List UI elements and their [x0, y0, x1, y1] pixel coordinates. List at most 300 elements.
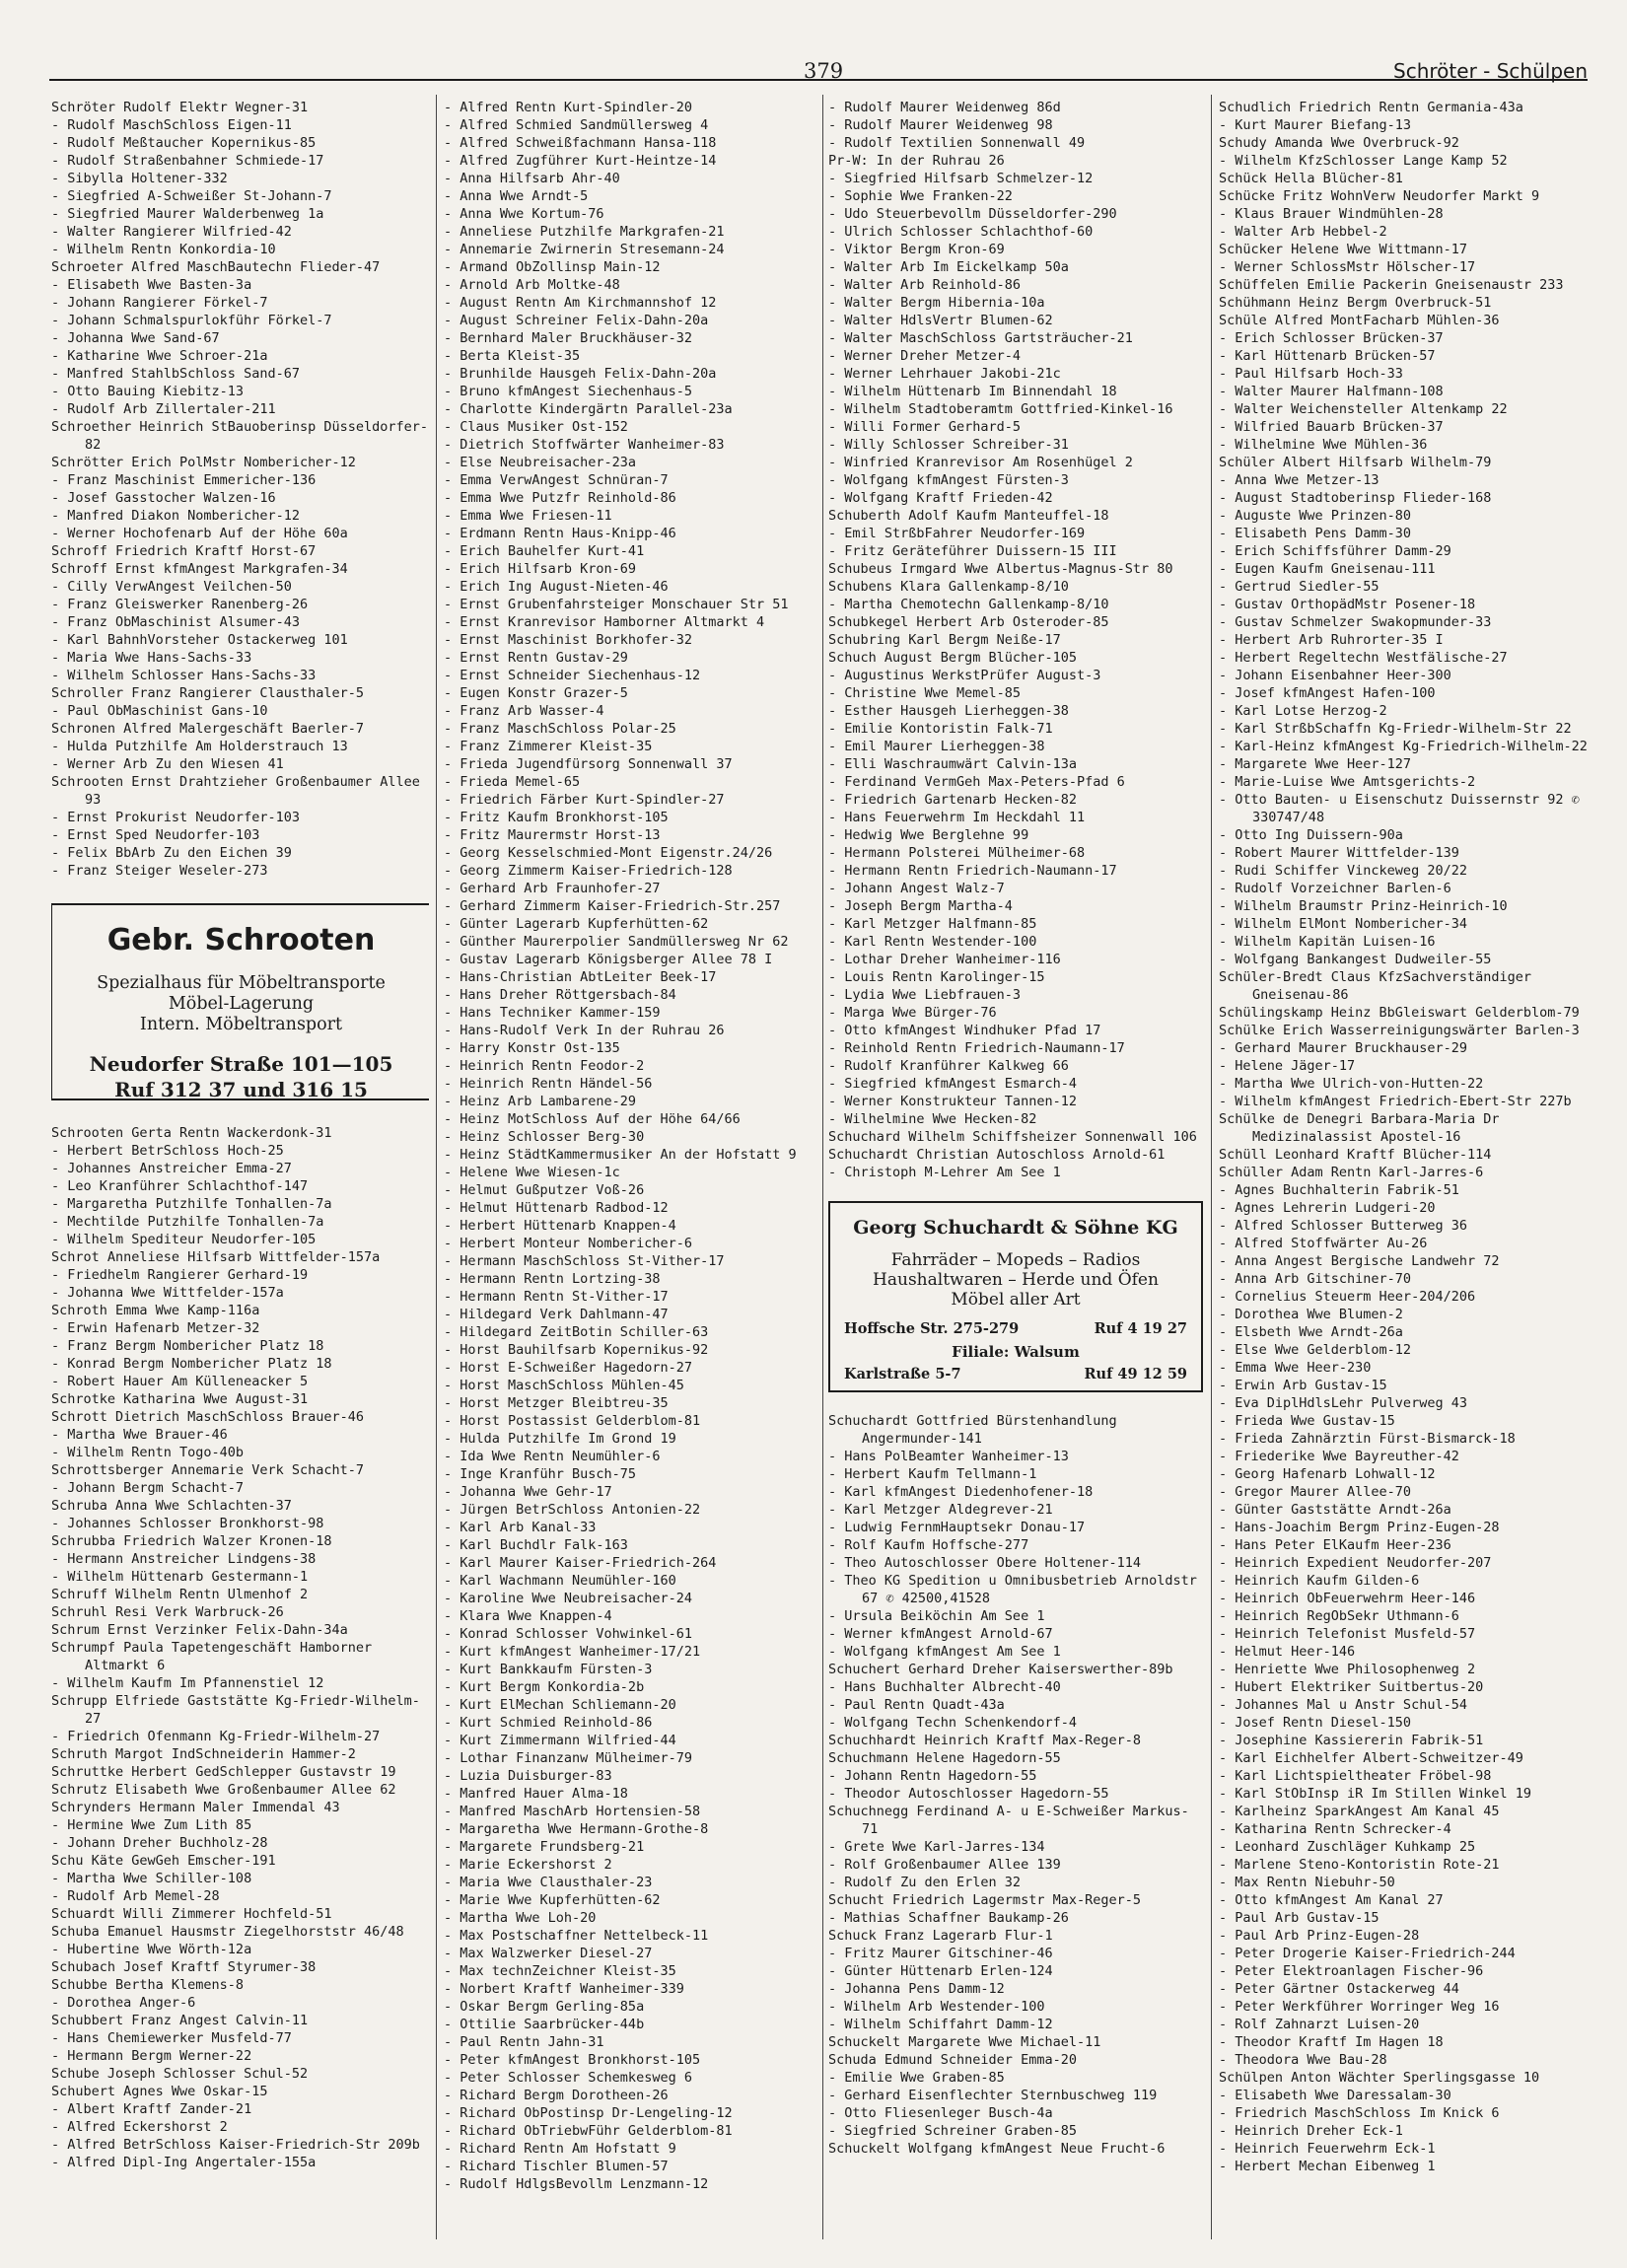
directory-entry: - Wilhelm Kapitän Luisen-16	[1219, 934, 1436, 950]
directory-entry: - Harry Konstr Ost-135	[444, 1040, 620, 1056]
directory-entry: - Emma Wwe Putzfr Reinhold-86	[444, 490, 676, 506]
directory-entry: - Horst Postassist Gelderblom-81	[444, 1413, 701, 1429]
directory-entry: - Fritz Geräteführer Duissern-15 III	[828, 543, 1117, 559]
column-3	[828, 99, 1203, 2158]
directory-entry: - Friedhelm Rangierer Gerhard-19	[51, 1267, 309, 1283]
directory-entry: - Kurt Maurer Biefang-13	[1219, 117, 1412, 133]
directory-entry: - Klaus Brauer Windmühlen-28	[1219, 206, 1444, 222]
directory-entry: - Wilhelm Braumstr Prinz-Heinrich-10	[1219, 898, 1508, 914]
directory-entry: - Reinhold Rentn Friedrich-Naumann-17	[828, 1040, 1125, 1056]
directory-entry: - Josephine Kassiererin Fabrik-51	[1219, 1733, 1484, 1748]
directory-entry: - Wilhelmine Wwe Mühlen-36	[1219, 437, 1428, 453]
directory-entry: - Heinz Schlosser Berg-30	[444, 1129, 645, 1145]
directory-entry: - Rudolf Vorzeichner Barlen-6	[1219, 881, 1451, 896]
directory-entry: - Rudolf Zu den Erlen 32	[828, 1875, 1022, 1890]
directory-entry: - Elsbeth Wwe Arndt-26a	[1219, 1324, 1403, 1340]
directory-entry: Schroff Ernst kfmAngest Markgrafen-34	[51, 561, 348, 577]
directory-entry: - Theodor Kraftf Im Hagen 18	[1219, 2034, 1444, 2050]
directory-entry: - Richard ObTriebwFühr Gelderblom-81	[444, 2123, 733, 2139]
directory-entry: Schrott Dietrich MaschSchloss Brauer-46	[51, 1409, 364, 1425]
directory-entry: - Hermann Anstreicher Lindgens-38	[51, 1551, 317, 1567]
ad-line: Möbel aller Art	[951, 1290, 1081, 1310]
column-divider	[436, 95, 437, 2239]
directory-entry: - Manfred Hauer Alma-18	[444, 1786, 628, 1802]
directory-entry: - Agnes Lehrerin Ludgeri-20	[1219, 1200, 1436, 1216]
directory-entry: - Werner Arb Zu den Wiesen 41	[51, 756, 284, 772]
directory-entry: - Else Wwe Gelderblom-12	[1219, 1342, 1412, 1358]
directory-entry: - Walter Arb Im Eickelkamp 50a	[828, 259, 1069, 275]
directory-entry: Schühmann Heinz Bergm Overbruck-51	[1219, 295, 1492, 311]
directory-entry: - Richard Tischler Blumen-57	[444, 2159, 669, 2174]
directory-entry: - Heinrich RegObSekr Uthmann-6	[1219, 1608, 1459, 1624]
directory-entry: - Arnold Arb Moltke-48	[444, 277, 620, 293]
directory-entry: - Wilhelm kfmAngest Friedrich-Ebert-Str 227b	[1219, 1094, 1572, 1109]
directory-entry: - Felix BbArb Zu den Eichen 39	[51, 845, 292, 861]
directory-entry: - Paul Rentn Quadt-43a	[828, 1697, 1005, 1713]
directory-entry: - Hans Chemiewerker Musfeld-77	[51, 2030, 292, 2046]
directory-entry: - Anna Wwe Kortum-76	[444, 206, 604, 222]
directory-entry: - Georg Zimmerm Kaiser-Friedrich-128	[444, 863, 733, 879]
directory-entry: Schrum Ernst Verzinker Felix-Dahn-34a	[51, 1622, 348, 1638]
directory-entry: - Martha Wwe Schiller-108	[51, 1871, 252, 1886]
directory-entry: - Helmut Gußputzer Voß-26	[444, 1182, 645, 1198]
directory-entry: - Heinz Arb Lambarene-29	[444, 1094, 637, 1109]
directory-entry: - Hulda Putzhilfe Im Grond 19	[444, 1431, 676, 1447]
directory-entry: - Anna Wwe Metzer-13	[1219, 472, 1379, 488]
directory-entry: - Claus Musiker Ost-152	[444, 419, 628, 435]
directory-entry: - Peter Elektroanlagen Fischer-96	[1219, 1963, 1484, 1979]
directory-entry: Schucht Friedrich Lagermstr Max-Reger-5	[828, 1892, 1141, 1908]
directory-entry: - Gustav OrthopädMstr Posener-18	[1219, 597, 1476, 612]
directory-entry: - Gustav Schmelzer Swakopmunder-33	[1219, 614, 1492, 630]
directory-entry: Schüle Alfred MontFacharb Mühlen-36	[1219, 313, 1500, 328]
directory-entry: - Heinrich Feuerwehrm Eck-1	[1219, 2141, 1436, 2157]
directory-entry: Schuda Edmund Schneider Emma-20	[828, 2052, 1077, 2068]
directory-entry: - Margarete Frundsberg-21	[444, 1839, 645, 1855]
directory-entry: - Günter Lagerarb Kupferhütten-62	[444, 916, 709, 932]
directory-entry: - Hans-Rudolf Verk In der Ruhrau 26	[444, 1023, 725, 1038]
directory-entry: - Rudolf Arb Zillertaler-211	[51, 401, 276, 417]
directory-entry: - Johann Angest Walz-7	[828, 881, 1005, 896]
directory-entry: - Frieda Zahnärztin Fürst-Bismarck-18	[1219, 1431, 1516, 1447]
directory-entry: Schubach Josef Kraftf Styrumer-38	[51, 1959, 317, 1975]
directory-entry: Schroth Emma Wwe Kamp-116a	[51, 1303, 260, 1318]
directory-entry: - Otto Bauing Kiebitz-13	[51, 384, 245, 399]
directory-entry: - August Rentn Am Kirchmannshof 12	[444, 295, 717, 311]
directory-entry: - Erich Schiffsführer Damm-29	[1219, 543, 1451, 559]
directory-entry: - Walter Maurer Halfmann-108	[1219, 384, 1444, 399]
directory-entry: - Josef kfmAngest Hafen-100	[1219, 685, 1436, 701]
directory-entry: - Karl StObInsp iR Im Stillen Winkel 19	[1219, 1786, 1531, 1802]
directory-entry: - Frieda Wwe Gustav-15	[1219, 1413, 1395, 1429]
directory-entry: - Katharine Wwe Schroer-21a	[51, 348, 268, 364]
directory-entry: - Henriette Wwe Philosophenweg 2	[1219, 1662, 1476, 1677]
ad-address: Neudorfer Straße 101—105	[89, 1052, 393, 1076]
directory-entry: Schrynders Hermann Maler Immendal 43	[51, 1800, 340, 1815]
directory-entry: Pr-W: In der Ruhrau 26	[828, 153, 1005, 169]
directory-entry: - Herbert BetrSchloss Hoch-25	[51, 1143, 284, 1159]
directory-entry: - Alfred Dipl-Ing Angertaler-155a	[51, 2155, 317, 2170]
directory-entry: - Peter Werkführer Worringer Weg 16	[1219, 1999, 1500, 2015]
directory-entry: - Walter Rangierer Wilfried-42	[51, 224, 292, 240]
directory-entry: - Annemarie Zwirnerin Stresemann-24	[444, 242, 725, 257]
directory-entry: - Robert Hauer Am Külleneacker 5	[51, 1374, 309, 1389]
directory-entry: - Heinrich Telefonist Musfeld-57	[1219, 1626, 1476, 1642]
directory-entry: Schuchhardt Heinrich Kraftf Max-Reger-8	[828, 1733, 1141, 1748]
directory-entry: - Manfred Diakon Nombericher-12	[51, 508, 300, 524]
directory-entry: - Franz Steiger Weseler-273	[51, 863, 268, 879]
directory-entry: - Joseph Bergm Martha-4	[828, 898, 1013, 914]
directory-entry: - Mechtilde Putzhilfe Tonhallen-7a	[51, 1214, 324, 1230]
directory-entry: - Manfred MaschArb Hortensien-58	[444, 1804, 701, 1819]
directory-entry: - Ferdinand VermGeh Max-Peters-Pfad 6	[828, 774, 1125, 790]
directory-entry: - Heinrich Expedient Neudorfer-207	[1219, 1555, 1492, 1571]
directory-entry: - Wilhelm ElMont Nombericher-34	[1219, 916, 1467, 932]
directory-entry: - Otto Bauten- u Eisenschutz Duissernstr 92 ✆ 330747/48	[1219, 792, 1580, 825]
advertisement-schrooten	[51, 903, 429, 1100]
directory-entry: - Fritz Maurermstr Horst-13	[444, 827, 661, 843]
directory-entry: - Udo Steuerbevollm Düsseldorfer-290	[828, 206, 1117, 222]
directory-entry: - Karl Metzger Halfmann-85	[828, 916, 1037, 932]
ad-title: Georg Schuchardt & Söhne KG	[853, 1217, 1178, 1239]
directory-entry: - Siegfried Maurer Walderbenweg 1a	[51, 206, 324, 222]
directory-entry: - Siegfried Schreiner Graben-85	[828, 2123, 1077, 2139]
directory-entry: - Peter Schlosser Schemkesweg 6	[444, 2070, 692, 2086]
directory-entry: - Karl Lichtspieltheater Fröbel-98	[1219, 1768, 1492, 1784]
directory-entry: Schrot Anneliese Hilfsarb Wittfelder-157a	[51, 1249, 381, 1265]
directory-entry: - Karl Hüttenarb Brücken-57	[1219, 348, 1436, 364]
directory-entry: - Walter Weichensteller Altenkamp 22	[1219, 401, 1508, 417]
directory-entry: - Paul Hilfsarb Hoch-33	[1219, 366, 1403, 382]
directory-entry: - Elisabeth Pens Damm-30	[1219, 526, 1412, 541]
directory-entry: Schube Joseph Schlosser Schul-52	[51, 2066, 309, 2082]
directory-entry: - Erich Schlosser Brücken-37	[1219, 330, 1444, 346]
directory-entry: - August Schreiner Felix-Dahn-20a	[444, 313, 709, 328]
directory-entry: - Martha Wwe Brauer-46	[51, 1427, 228, 1443]
directory-entry: - Hermann MaschSchloss St-Vither-17	[444, 1253, 725, 1269]
directory-entry: - Werner Hochofenarb Auf der Höhe 60a	[51, 526, 348, 541]
directory-entry: - Frieda Jugendfürsorg Sonnenwall 37	[444, 756, 733, 772]
directory-entry: - Wolfgang kfmAngest Am See 1	[828, 1644, 1061, 1660]
directory-entry: - Otto Ing Duissern-90a	[1219, 827, 1403, 843]
directory-entry: - Paul Arb Prinz-Eugen-28	[1219, 1928, 1420, 1944]
directory-entry: - Herbert Regeltechn Westfälische-27	[1219, 650, 1508, 666]
directory-entry: - Helmut Hüttenarb Radbod-12	[444, 1200, 669, 1216]
directory-entry: Schrötter Erich PolMstr Nombericher-12	[51, 455, 356, 470]
directory-entry: - Horst Metzger Bleibtreu-35	[444, 1395, 669, 1411]
directory-entry: - Rudolf Straßenbahner Schmiede-17	[51, 153, 324, 169]
directory-entry: - Johanna Pens Damm-12	[828, 1981, 1005, 1997]
directory-entry: - Richard ObPostinsp Dr-Lengeling-12	[444, 2105, 733, 2121]
directory-entry: - Rolf Kaufm Hoffsche-277	[828, 1537, 1029, 1553]
directory-entry: Schuchert Gerhard Dreher Kaiserswerther-89b	[828, 1662, 1173, 1677]
ad-phone: Ruf 312 37 und 316 15	[114, 1078, 368, 1101]
directory-entry: - Erwin Arb Gustav-15	[1219, 1378, 1387, 1393]
directory-entry: Schronen Alfred Malergeschäft Baerler-7	[51, 721, 364, 737]
directory-entry: - Ernst Kranrevisor Hamborner Altmarkt 4	[444, 614, 765, 630]
directory-entry: - Bruno kfmAngest Siechenhaus-5	[444, 384, 692, 399]
directory-entry: - Karl Eichhelfer Albert-Schweitzer-49	[1219, 1750, 1523, 1766]
directory-entry: - Theodor Autoschlosser Hagedorn-55	[828, 1786, 1109, 1802]
directory-entry: - Wilhelm Schiffahrt Damm-12	[828, 2017, 1053, 2032]
ad-address: Hoffsche Str. 275-279	[844, 1320, 1020, 1337]
directory-entry: - Mathias Schaffner Baukamp-26	[828, 1910, 1069, 1926]
directory-entry: - Marga Wwe Bürger-76	[828, 1005, 997, 1021]
directory-entry: - Wilhelm Spediteur Neudorfer-105	[51, 1232, 317, 1247]
directory-entry: - Brunhilde Hausgeh Felix-Dahn-20a	[444, 366, 717, 382]
directory-entry: - Heinrich Rentn Händel-56	[444, 1076, 653, 1092]
directory-entry: - Wolfgang Kraftf Frieden-42	[828, 490, 1053, 506]
directory-entry: - Emil Maurer Lierheggen-38	[828, 739, 1045, 754]
directory-entry: - Esther Hausgeh Lierheggen-38	[828, 703, 1069, 719]
directory-entry: Schrooten Gerta Rentn Wackerdonk-31	[51, 1125, 332, 1141]
directory-entry: - Rudolf HdlgsBevollm Lenzmann-12	[444, 2176, 709, 2192]
directory-entry: Schrottsberger Annemarie Verk Schacht-7	[51, 1462, 364, 1478]
directory-entry: - Wolfgang Techn Schenkendorf-4	[828, 1715, 1077, 1731]
directory-entry: - Günter Hüttenarb Erlen-124	[828, 1963, 1053, 1979]
directory-entry: - Emilie Wwe Graben-85	[828, 2070, 1005, 2086]
directory-entry: - Franz MaschSchloss Polar-25	[444, 721, 676, 737]
directory-entry: - Günther Maurerpolier Sandmüllersweg Nr 62	[444, 934, 789, 950]
column-2	[444, 99, 820, 2193]
directory-entry: - Richard Rentn Am Hofstatt 9	[444, 2141, 676, 2157]
directory-entry: - Franz Gleiswerker Ranenberg-26	[51, 597, 309, 612]
column-divider	[822, 95, 823, 2239]
directory-entry: - Hans Techniker Kammer-159	[444, 1005, 661, 1021]
directory-entry: Schubert Agnes Wwe Oskar-15	[51, 2084, 268, 2099]
directory-entry: Schücker Helene Wwe Wittmann-17	[1219, 242, 1467, 257]
directory-entry: - Franz Bergm Nombericher Platz 18	[51, 1338, 324, 1354]
directory-entry: - Karl Arb Kanal-33	[444, 1520, 597, 1535]
directory-entry: - Karl Lotse Herzog-2	[1219, 703, 1387, 719]
directory-entry: - Ernst Sped Neudorfer-103	[51, 827, 260, 843]
directory-entry: - Wolfgang Bankangest Dudweiler-55	[1219, 952, 1492, 967]
directory-entry: Schubens Klara Gallenkamp-8/10	[828, 579, 1069, 595]
directory-entry: - Gregor Maurer Allee-70	[1219, 1484, 1412, 1500]
directory-entry: - Oskar Bergm Gerling-85a	[444, 1999, 645, 2015]
directory-entry: - Helmut Heer-146	[1219, 1644, 1356, 1660]
directory-entry: - Ida Wwe Rentn Neumühler-6	[444, 1449, 661, 1464]
directory-entry: - Karl Metzger Aldegrever-21	[828, 1502, 1053, 1518]
directory-entry: - Eva DiplHdlsLehr Pulverweg 43	[1219, 1395, 1467, 1411]
directory-entry: - Klara Wwe Knappen-4	[444, 1608, 612, 1624]
directory-entry: - Sophie Wwe Franken-22	[828, 188, 1013, 204]
directory-entry: - Alfred Schweißfachmann Hansa-118	[444, 135, 717, 151]
ad-address: Karlstraße 5-7	[844, 1366, 961, 1382]
directory-entry: - Hans Dreher Röttgersbach-84	[444, 987, 676, 1003]
entry-list	[828, 99, 1203, 1181]
page-header	[49, 55, 1588, 91]
directory-entry: - Alfred Zugführer Kurt-Heintze-14	[444, 153, 717, 169]
directory-entry: - Kurt Bankkaufm Fürsten-3	[444, 1662, 653, 1677]
directory-entry: - Erdmann Rentn Haus-Knipp-46	[444, 526, 676, 541]
directory-entry: - Peter kfmAngest Bronkhorst-105	[444, 2052, 701, 2068]
directory-entry: - Charlotte Kindergärtn Parallel-23a	[444, 401, 733, 417]
directory-entry: - Wilhelm Rentn Togo-40b	[51, 1445, 245, 1460]
directory-entry: - Ernst Rentn Gustav-29	[444, 650, 628, 666]
directory-entry: Schroeter Alfred MaschBautechn Flieder-47	[51, 259, 381, 275]
directory-entry: - Karl kfmAngest Diedenhofener-18	[828, 1484, 1094, 1500]
directory-entry: - Friedrich Gartenarb Hecken-82	[828, 792, 1077, 808]
directory-entry: - Emma Wwe Heer-230	[1219, 1360, 1372, 1376]
directory-entry: - Karl BahnhVorsteher Ostackerweg 101	[51, 632, 348, 648]
directory-entry: - Ottilie Saarbrücker-44b	[444, 2017, 645, 2032]
directory-entry: - Siegfried Hilfsarb Schmelzer-12	[828, 171, 1094, 186]
directory-entry: - Paul Rentn Jahn-31	[444, 2034, 604, 2050]
directory-entry: - Elisabeth Wwe Daressalam-30	[1219, 2088, 1451, 2103]
directory-entry: - Gerhard Maurer Bruckhauser-29	[1219, 1040, 1467, 1056]
directory-entry: - Otto kfmAngest Windhuker Pfad 17	[828, 1023, 1101, 1038]
directory-entry: - Hans Feuerwehrm Im Heckdahl 11	[828, 810, 1086, 825]
directory-entry: - Max Postschaffner Nettelbeck-11	[444, 1928, 709, 1944]
ad-phone: Ruf 4 19 27	[1094, 1320, 1187, 1337]
directory-entry: - Hermann Rentn St-Vither-17	[444, 1289, 669, 1305]
entry-list	[51, 99, 429, 880]
directory-entry: - Franz ObMaschinist Alsumer-43	[51, 614, 300, 630]
directory-entry: - Hildegard Verk Dahlmann-47	[444, 1307, 669, 1322]
directory-entry: - Margaretha Putzhilfe Tonhallen-7a	[51, 1196, 332, 1212]
directory-entry: - Margarete Wwe Heer-127	[1219, 756, 1412, 772]
directory-entry: - Gertrud Siedler-55	[1219, 579, 1379, 595]
directory-entry: - Anna Angest Bergische Landwehr 72	[1219, 1253, 1500, 1269]
directory-entry: - Heinrich Kaufm Gilden-6	[1219, 1573, 1420, 1589]
directory-entry: - Johann Rentn Hagedorn-55	[828, 1768, 1037, 1784]
directory-entry: - Augustinus WerkstPrüfer August-3	[828, 668, 1101, 683]
directory-entry: - Willy Schlosser Schreiber-31	[828, 437, 1069, 453]
directory-entry: - Johannes Mal u Anstr Schul-54	[1219, 1697, 1467, 1713]
directory-entry: - Erwin Hafenarb Metzer-32	[51, 1320, 260, 1336]
directory-entry: - Hermann Rentn Lortzing-38	[444, 1271, 661, 1287]
directory-entry: - Hermann Polsterei Mülheimer-68	[828, 845, 1086, 861]
directory-entry: - Martha Wwe Loh-20	[444, 1910, 597, 1926]
directory-entry: - Winfried Kranrevisor Am Rosenhügel 2	[828, 455, 1133, 470]
directory-entry: Schüll Leonhard Kraftf Blücher-114	[1219, 1147, 1492, 1163]
directory-entry: - Rudolf Textilien Sonnenwall 49	[828, 135, 1086, 151]
directory-entry: - Lothar Finanzanw Mülheimer-79	[444, 1750, 692, 1766]
directory-entry: - Emma Wwe Friesen-11	[444, 508, 612, 524]
directory-entry: - Heinrich Rentn Feodor-2	[444, 1058, 645, 1074]
directory-entry: Schüler-Bredt Claus KfzSachverständiger Gneisenau-86	[1219, 969, 1531, 1003]
directory-entry: - Gerhard Eisenflechter Sternbuschweg 119	[828, 2088, 1158, 2103]
directory-entry: - Franz Maschinist Emmericher-136	[51, 472, 317, 488]
directory-entry: Schruff Wilhelm Rentn Ulmenhof 2	[51, 1587, 309, 1602]
directory-entry: - Herbert Monteur Nombericher-6	[444, 1236, 692, 1251]
directory-entry: Schruhl Resi Verk Warbruck-26	[51, 1604, 284, 1620]
advertisement-schuchardt	[828, 1201, 1203, 1392]
ad-line: Spezialhaus für Möbeltransporte	[97, 973, 386, 993]
directory-entry: - Anna Hilfsarb Ahr-40	[444, 171, 620, 186]
directory-entry: Schücke Fritz WohnVerw Neudorfer Markt 9	[1219, 188, 1540, 204]
directory-entry: Schülke de Denegri Barbara-Maria Dr Medizinalassist Apostel-16	[1219, 1111, 1500, 1145]
directory-entry: - Günter Gaststätte Arndt-26a	[1219, 1502, 1451, 1518]
directory-entry: - Paul ObMaschinist Gans-10	[51, 703, 268, 719]
directory-entry: - Rudolf Maurer Weidenweg 98	[828, 117, 1053, 133]
directory-entry: - Louis Rentn Karolinger-15	[828, 969, 1045, 985]
directory-entry: - Johanna Wwe Sand-67	[51, 330, 220, 346]
directory-entry: - Rolf Großenbaumer Allee 139	[828, 1857, 1061, 1873]
directory-entry: - Heinrich ObFeuerwehrm Heer-146	[1219, 1591, 1476, 1606]
directory-entry: - Theodora Wwe Bau-28	[1219, 2052, 1387, 2068]
directory-entry: - Heinrich Dreher Eck-1	[1219, 2123, 1403, 2139]
ad-branch-label: Filiale: Walsum	[952, 1343, 1080, 1361]
directory-entry: - Karl Maurer Kaiser-Friedrich-264	[444, 1555, 717, 1571]
directory-entry: - Willi Former Gerhard-5	[828, 419, 1022, 435]
directory-entry: - Otto kfmAngest Am Kanal 27	[1219, 1892, 1444, 1908]
directory-entry: - Helene Jäger-17	[1219, 1058, 1356, 1074]
directory-entry: - Karoline Wwe Neubreisacher-24	[444, 1591, 692, 1606]
directory-entry: - Paul Arb Gustav-15	[1219, 1910, 1379, 1926]
directory-entry: Schruba Anna Wwe Schlachten-37	[51, 1498, 292, 1514]
directory-entry: Schuckelt Margarete Wwe Michael-11	[828, 2034, 1101, 2050]
directory-entry: - Peter Gärtner Ostackerweg 44	[1219, 1981, 1459, 1997]
directory-entry: - Hans-Christian AbtLeiter Beek-17	[444, 969, 717, 985]
column-divider	[1211, 95, 1212, 2239]
directory-entry: - Dorothea Wwe Blumen-2	[1219, 1307, 1403, 1322]
directory-entry: - Eugen Kaufm Gneisenau-111	[1219, 561, 1436, 577]
entry-list	[1219, 99, 1596, 2175]
directory-entry: - Friedrich MaschSchloss Im Knick 6	[1219, 2105, 1500, 2121]
directory-entry: - Margaretha Wwe Hermann-Grothe-8	[444, 1821, 709, 1837]
directory-entry: - Josef Gasstocher Walzen-16	[51, 490, 276, 506]
directory-entry: - Johann Rangierer Förkel-7	[51, 295, 268, 311]
directory-entry: - Kurt Bergm Konkordia-2b	[444, 1679, 645, 1695]
directory-entry: - Herbert Hüttenarb Knappen-4	[444, 1218, 676, 1234]
directory-entry: - Karl Buchdlr Falk-163	[444, 1537, 628, 1553]
directory-entry: - Frieda Memel-65	[444, 774, 581, 790]
directory-entry: - Jürgen BetrSchloss Antonien-22	[444, 1502, 701, 1518]
ad-address-row	[830, 1363, 1201, 1386]
directory-entry: Schroether Heinrich StBauoberinsp Düsseldorfer-82	[51, 419, 429, 453]
directory-entry: - Johanna Wwe Gehr-17	[444, 1484, 612, 1500]
directory-entry: Schuba Emanuel Hausmstr Ziegelhorststr 46/48	[51, 1924, 404, 1940]
directory-entry: - Fritz Maurer Gitschiner-46	[828, 1946, 1053, 1961]
directory-entry: - Maria Wwe Clausthaler-23	[444, 1875, 653, 1890]
directory-entry: - Alfred Schlosser Butterweg 36	[1219, 1218, 1467, 1234]
directory-entry: - Hedwig Wwe Berglehne 99	[828, 827, 1029, 843]
ad-title: Gebr. Schrooten	[106, 923, 376, 957]
ad-phone: Ruf 49 12 59	[1084, 1366, 1187, 1382]
directory-entry: Schroller Franz Rangierer Clausthaler-5	[51, 685, 364, 701]
directory-entry: Schuckelt Wolfgang kfmAngest Neue Frucht-6	[828, 2141, 1166, 2157]
directory-entry: - Norbert Kraftf Wanheimer-339	[444, 1981, 684, 1997]
entry-list	[444, 99, 820, 2193]
directory-entry: - Berta Kleist-35	[444, 348, 581, 364]
directory-entry: Schuchmann Helene Hagedorn-55	[828, 1750, 1061, 1766]
directory-entry: - Wilhelm Arb Westender-100	[828, 1999, 1045, 2015]
running-head: Schröter - Schülpen	[1393, 59, 1588, 83]
directory-entry: Schrotke Katharina Wwe August-31	[51, 1391, 309, 1407]
directory-entry: Schrooten Ernst Drahtzieher Großenbaumer Allee 93	[51, 774, 420, 808]
directory-entry: - Erich Ing August-Nieten-46	[444, 579, 669, 595]
directory-entry: Schuchnegg Ferdinand A- u E-Schweißer Markus-71	[828, 1804, 1189, 1837]
directory-entry: Schuchard Wilhelm Schiffsheizer Sonnenwall 106	[828, 1129, 1197, 1145]
directory-entry: - Max technZeichner Kleist-35	[444, 1963, 676, 1979]
directory-entry: - Ernst Prokurist Neudorfer-103	[51, 810, 300, 825]
directory-entry: - Eugen Konstr Grazer-5	[444, 685, 628, 701]
directory-entry: - Werner Lehrhauer Jakobi-21c	[828, 366, 1061, 382]
directory-entry: - Friedrich Ofenmann Kg-Friedr-Wilhelm-27	[51, 1729, 381, 1744]
directory-entry: - Christoph M-Lehrer Am See 1	[828, 1165, 1061, 1180]
directory-entry: - Friederike Wwe Bayreuther-42	[1219, 1449, 1459, 1464]
directory-entry: - Rolf Zahnarzt Luisen-20	[1219, 2017, 1420, 2032]
directory-entry: - Martha Chemotechn Gallenkamp-8/10	[828, 597, 1109, 612]
directory-entry: - Kurt kfmAngest Wanheimer-17/21	[444, 1644, 701, 1660]
directory-entry: - Robert Maurer Wittfelder-139	[1219, 845, 1459, 861]
directory-entry: - Ernst Grubenfahrsteiger Monschauer Str 51	[444, 597, 789, 612]
directory-entry: - Peter Drogerie Kaiser-Friedrich-244	[1219, 1946, 1516, 1961]
directory-entry: - Franz Arb Wasser-4	[444, 703, 604, 719]
directory-entry: - Theo KG Spedition u Omnibusbetrieb Arnoldstr 67 ✆ 42500,41528	[828, 1573, 1197, 1606]
